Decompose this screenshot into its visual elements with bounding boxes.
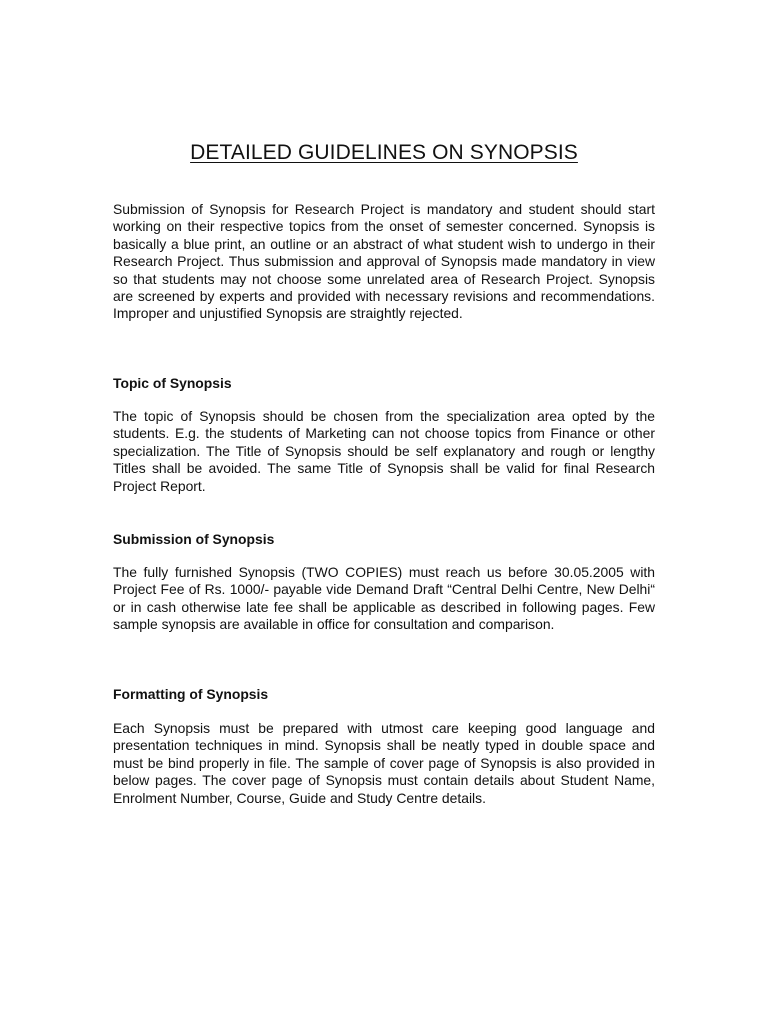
section-body-topic: The topic of Synopsis should be chosen from the specialization area opted by the students. E.g. the students of Marketing can not choose topics from Finance or other specialization. The Title of Synopsis should be self explanatory and rough or lengthy Titles shall be avoided. The same Title of Synopsis shall be valid for final Research Project Report. <box>113 408 655 494</box>
section-body-formatting: Each Synopsis must be prepared with utmost care keeping good language and presentation techniques in mind. Synopsis shall be neatly typed in double space and must be bind properly in file. The sample of cover page of Synopsis is also provided in below pages. The cover page of Synopsis must contain details about Student Name, Enrolment Number, Course, Guide and Study Centre details. <box>113 720 655 806</box>
intro-paragraph: Submission of Synopsis for Research Project is mandatory and student should start working on their respective topics from the onset of semester concerned. Synopsis is basically a blue print, an outline or an abstract of what student wish to undergo in their Research Project. Thus submission and approval of Synopsis made mandatory in view so that students may not choose some unrelated area of Research Project. Synopsis are screened by experts and provided with necessary revisions and recommendations. Improper and unjustified Synopsis are straightly rejected. <box>113 201 655 322</box>
section-heading-formatting: Formatting of Synopsis <box>113 686 269 702</box>
section-heading-topic: Topic of Synopsis <box>113 375 232 391</box>
document-title: DETAILED GUIDELINES ON SYNOPSIS <box>190 141 578 164</box>
section-body-submission: The fully furnished Synopsis (TWO COPIES) must reach us before 30.05.2005 with Project Fee of Rs. 1000/- payable vide Demand Draft “Central Delhi Centre, New Delhi“ or in cash otherwise late fee shall be applicable as described in following pages. Few sample synopsis are available in office for consultation and comparison. <box>113 564 655 633</box>
section-heading-submission: Submission of Synopsis <box>113 531 275 547</box>
